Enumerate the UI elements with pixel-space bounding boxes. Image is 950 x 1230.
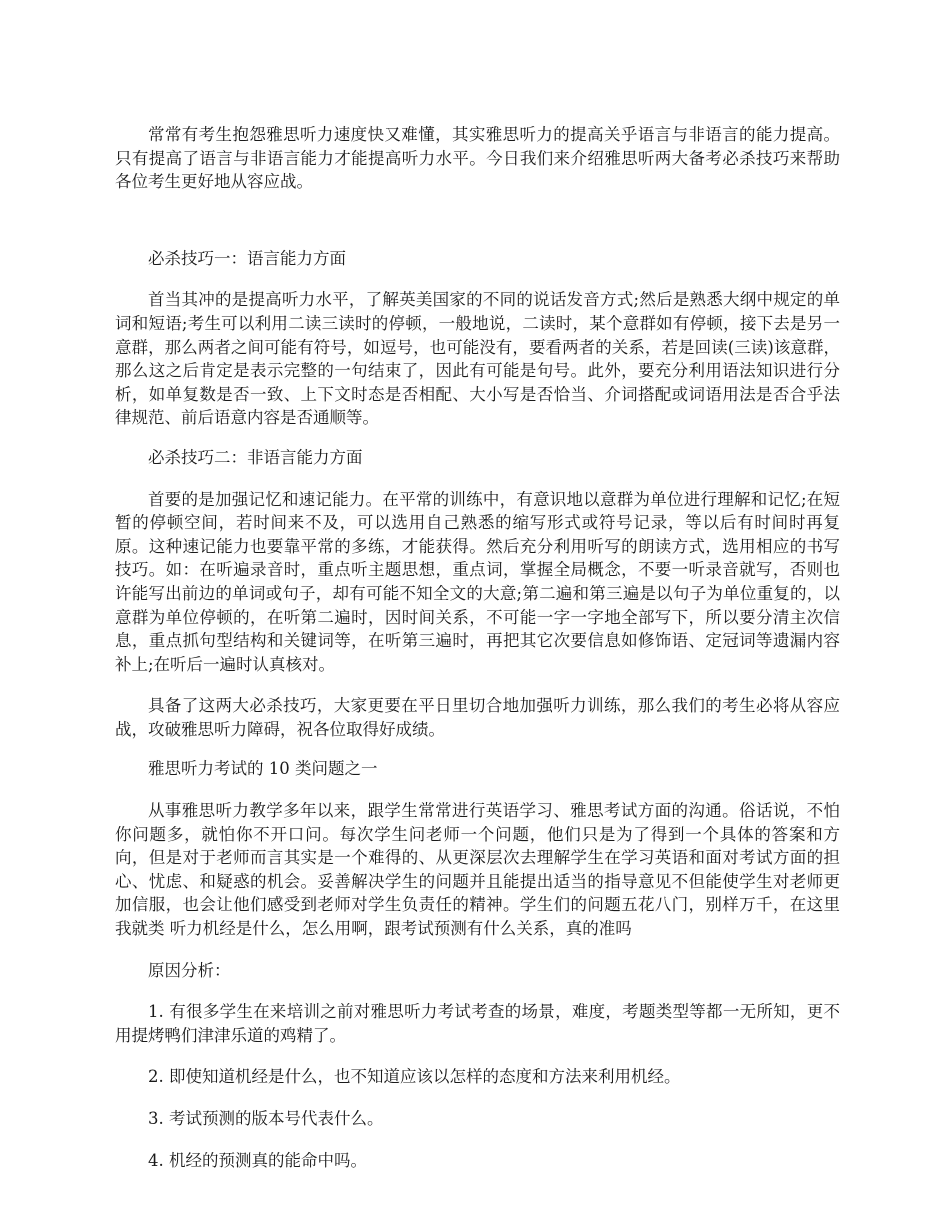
document-body xyxy=(115,123,840,1172)
section-heading-non-language: 必杀技巧二：非语言能力方面 xyxy=(148,447,363,467)
section-heading-language: 必杀技巧一：语言能力方面 xyxy=(148,248,346,268)
list-item: 4. 机经的预测真的能命中吗。 xyxy=(148,1150,367,1170)
conclusion-paragraph: 具备了这两大必杀技巧，大家更要在平日里切合地加强听力训练，那么我们的考生必将从容应战，攻破雅思听力障碍，祝各位取得好成绩。 xyxy=(115,696,840,739)
language-skill-paragraph: 首当其冲的是提高听力水平，了解英美国家的不同的说话发音方式;然后是熟悉大纲中规定的单词和短语;考生可以利用二读三读时的停顿，一般地说，二读时，某个意群如有停顿，接下去是另一意群，那么两者之间可能有符号，如逗号，也可能没有，要看两者的关系，若是回读(三读)该意群，那么这之后肯定是表示完整的一句结束了，因此有可能是句号。此外，要充分利用语法知识进行分析，如单复数是否一致、上下文时态是否相配、大小写是否恰当、介词搭配或词语用法是否合乎法律规范、前后语意内容是否通顺等。 xyxy=(115,290,840,428)
non-language-skill-paragraph: 首要的是加强记忆和速记能力。在平常的训练中，有意识地以意群为单位进行理解和记忆;在短暂的停顿空间，若时间来不及，可以选用自己熟悉的缩写形式或符号记录，等以后有时间时再复原。这种速记能力也要靠平常的多练，才能获得。然后充分利用听写的朗读方式，选用相应的书写技巧。如：在听遍录音时，重点听主题思想，重点词，掌握全局概念，不要一听录音就写，否则也许能写出前边的单词或句子，却有可能不知全文的大意;第二遍和第三遍是以句子为单位重复的，以意群为单位停顿的，在听第二遍时，因时间关系，不可能一字一字地全部写下，所以要分清主次信息，重点抓句型结构和关键词等，在听第三遍时，再把其它次要信息如修饰语、定冠词等遗漏内容补上;在听后一遍时认真核对。 xyxy=(115,489,840,674)
list-item: 3. 考试预测的版本号代表什么。 xyxy=(148,1109,384,1128)
analysis-heading: 原因分析： xyxy=(148,960,231,980)
list-item: 1. 有很多学生在来培训之前对雅思听力考试考查的场景，难度，考题类型等都一无所知，更不用提烤鸭们津津乐道的鸡精了。 xyxy=(115,1002,840,1045)
list-item: 2. 即使知道机经是什么，也不知道应该以怎样的态度和方法来利用机经。 xyxy=(148,1067,681,1087)
teaching-experience-paragraph: 从事雅思听力教学多年以来，跟学生常常进行英语学习、雅思考试方面的沟通。俗话说，不怕你问题多，就怕你不开口问。每次学生问老师一个问题，他们只是为了得到一个具体的答案和方向，但是对于老师而言其实是一个难得的、从更深层次去理解学生在学习英语和面对考试方面的担心、忧虑、和疑惑的机会。妥善解决学生的问题并且能提出适当的指导意见不但能使学生对老师更加信服，也会让他们感受到老师对学生负责任的精神。学生们的问题五花八门，别样万千，在这里我就类 听力机经是什么，怎么用啊，跟考试预测有什么关系，真的准吗 xyxy=(115,801,840,939)
article-title-ten-questions: 雅思听力考试的 10 类问题之一 xyxy=(148,759,378,779)
intro-paragraph: 常常有考生抱怨雅思听力速度快又难懂，其实雅思听力的提高关乎语言与非语言的能力提高。只有提高了语言与非语言能力才能提高听力水平。今日我们来介绍雅思听两大备考必杀技巧来帮助各位考生更好地从容应战。 xyxy=(115,125,840,192)
